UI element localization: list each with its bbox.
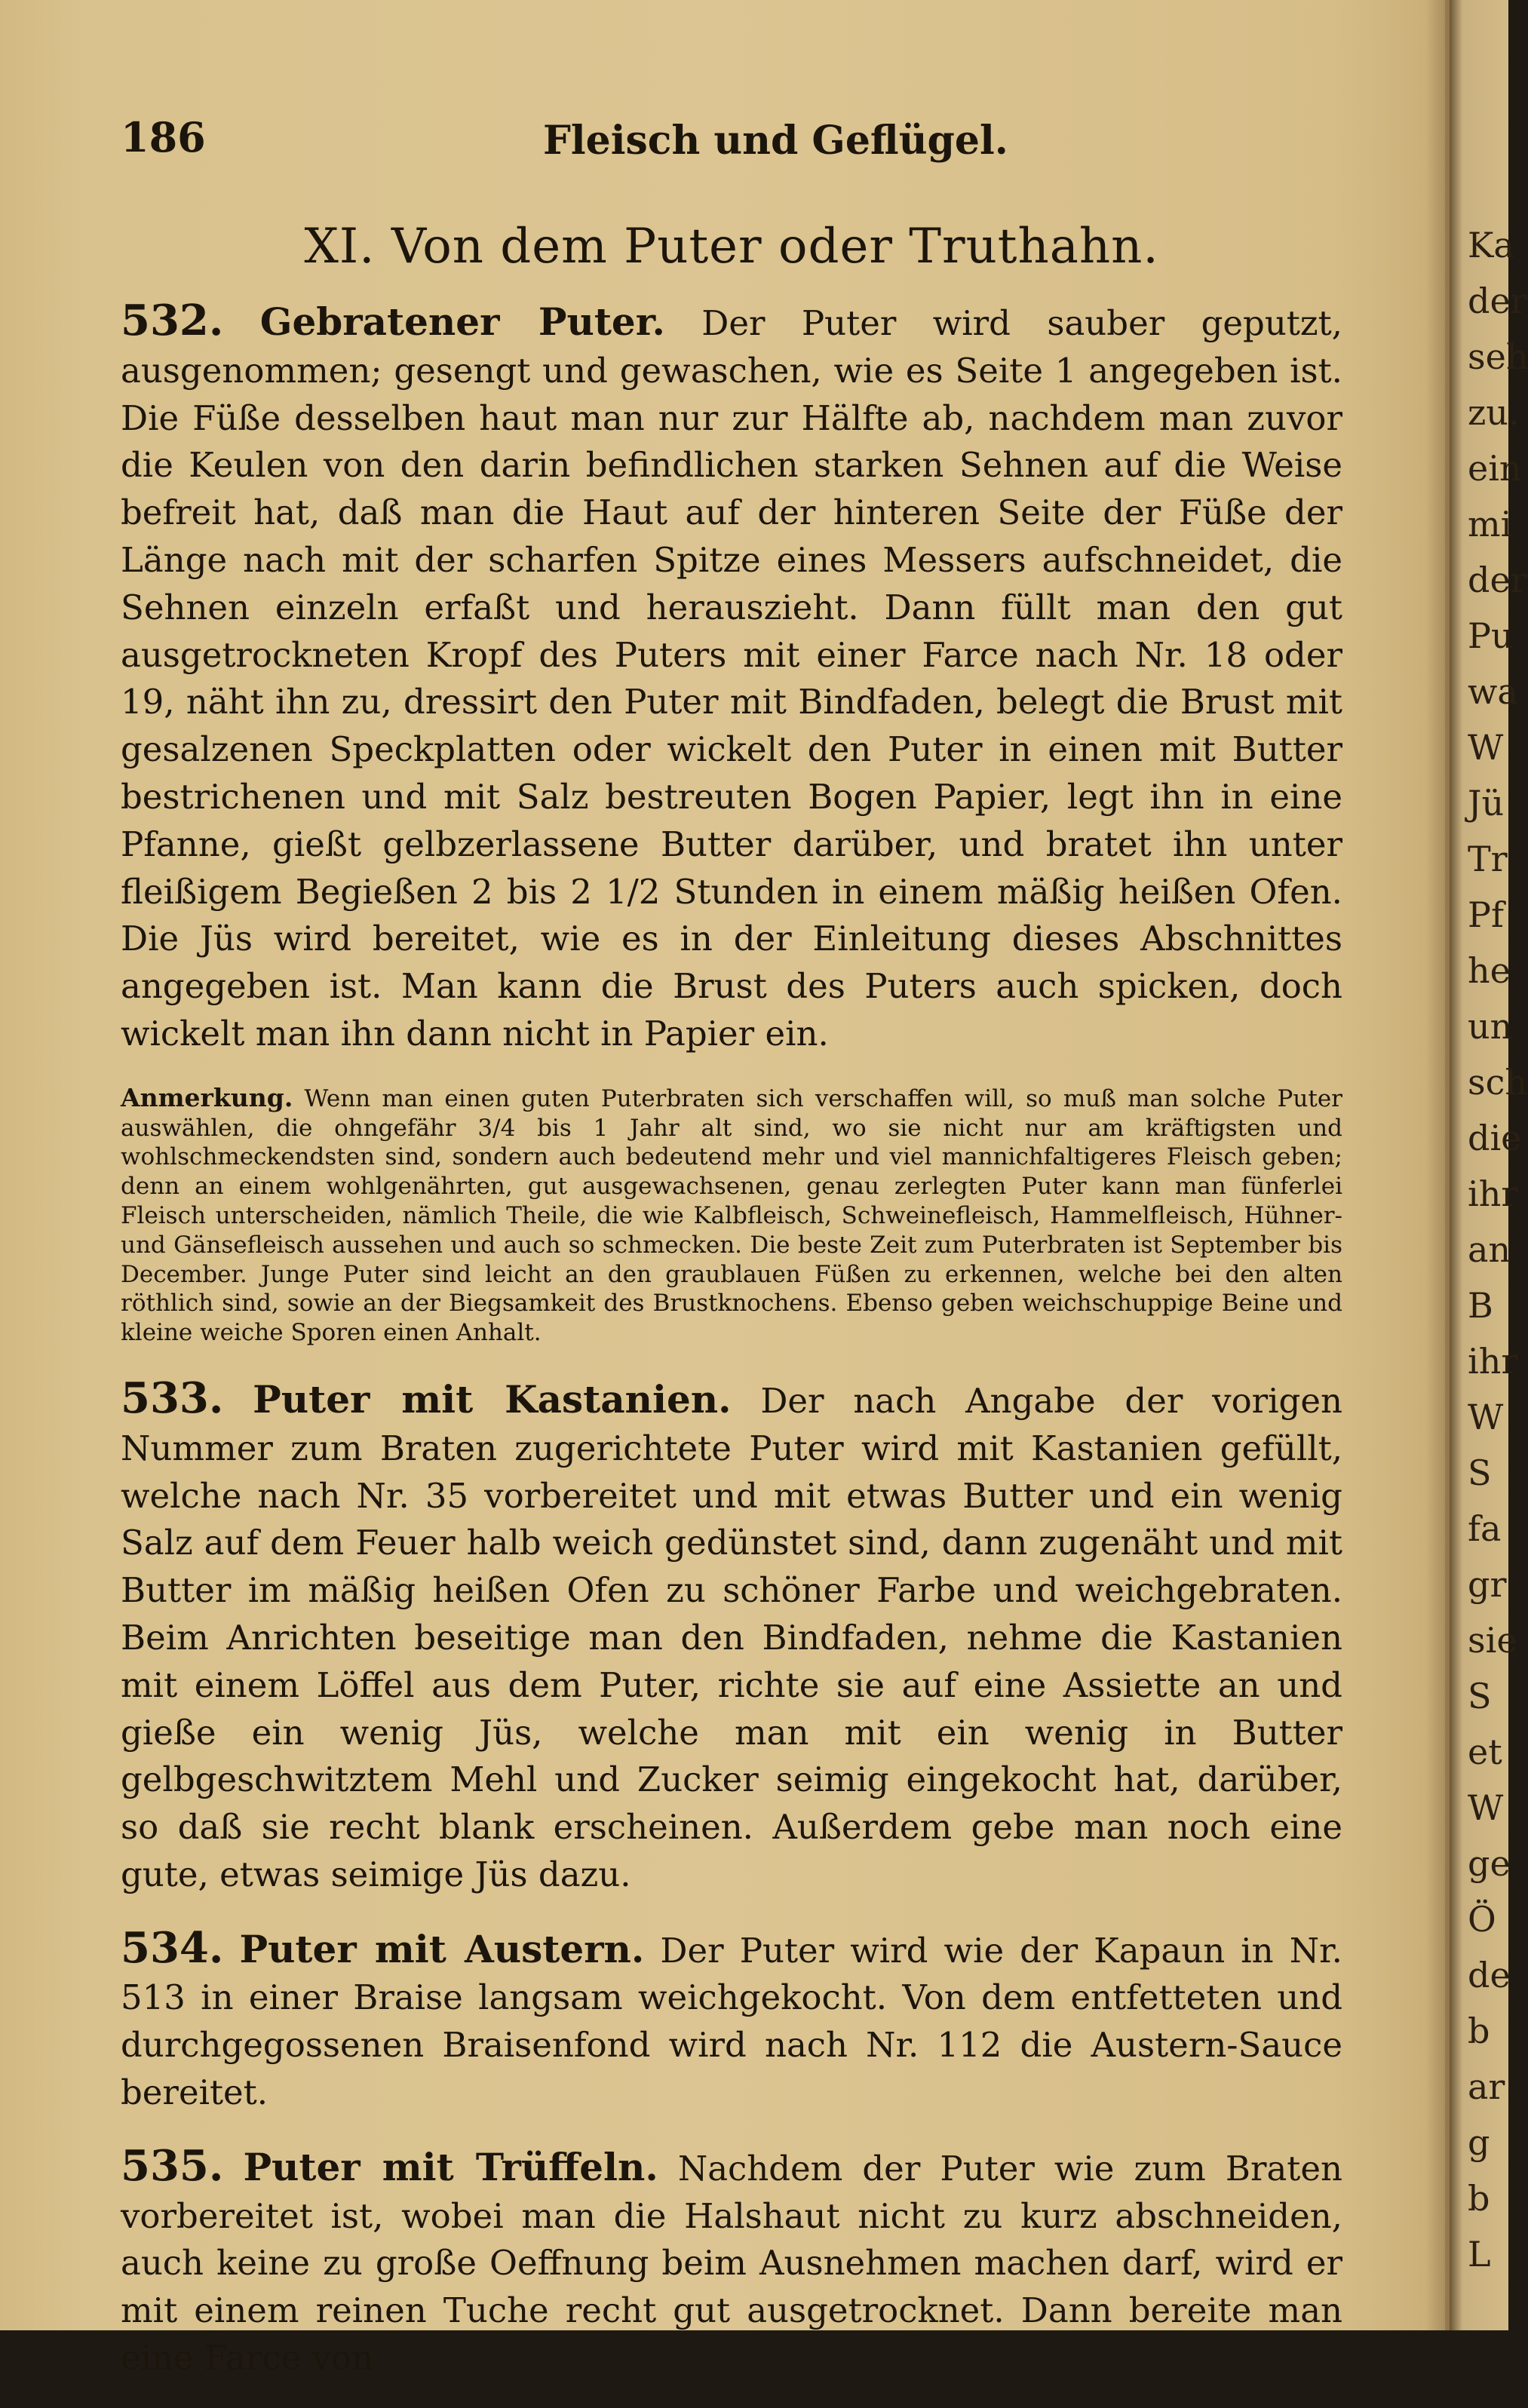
section-title: XI. Von dem Puter oder Truthahn. — [304, 219, 1159, 275]
recipe-text: Der nach Angabe der vorigen Nummer zum Braten zugerichtete Puter wird mit Kastanien gefüllt, welche nach Nr. 35 vorbereitet und mit etwas Butter und ein wenig Salz auf dem Feuer halb weich gedünstet sind, dann zugenäht und mit Butter im mäßig heißen Ofen zu schöner Farbe und weichgebraten. Beim Anrichten beseitige man den Bindfaden, nehme die Kastanien mit einem Löffel aus dem Puter, richte sie auf eine Assiette an und gieße ein wenig Jüs, welche man mit ein wenig in Butter gelbgeschwitztem Mehl und Zucker seimig eingekocht hat, darüber, so daß sie recht blank erscheinen. Außerdem gebe man noch eine gute, etwas seimige Jüs dazu. — [121, 1380, 1342, 1894]
page-number: 186 — [121, 113, 206, 161]
facing-page-fragment: S — [1468, 1452, 1492, 1493]
recipe-number: 535. — [121, 2140, 224, 2191]
facing-page-fragment: he — [1468, 950, 1511, 991]
recipe-number: 533. — [121, 1373, 224, 1423]
facing-page-fragment: ihr — [1468, 1341, 1518, 1382]
recipe-title: Gebratener Puter. — [259, 299, 665, 344]
facing-page-fragment: ge — [1468, 1843, 1511, 1884]
facing-page-fragment: Ka — [1468, 225, 1514, 265]
facing-page-fragment: b — [1468, 2011, 1490, 2051]
recipe-534 — [121, 1922, 1342, 2117]
facing-page-fragment: Tr — [1468, 839, 1508, 879]
page-content — [121, 113, 1342, 2408]
facing-page-fragment: an — [1468, 1229, 1511, 1270]
note-text: Wenn man einen guten Puterbraten sich verschaffen will, so muß man solche Puter auswählen, die ohngefähr 3/4 bis 1 Jahr alt sind, wo sie nicht nur am kräftigsten und wohlschmeckendsten sind, sondern auch bedeutend mehr und viel mannichfaltigeres Fleisch geben; denn an einem wohlgenährten, gut ausgewachsenen, genau zerlegten Puter kann man fünferlei Fleisch unterscheiden, nämlich Theile, die wie Kalbfleisch, Schweinefleisch, Hammelfleisch, Hühner- und Gänsefleisch aussehen und auch so schmecken. Die beste Zeit zum Puterbraten ist September bis December. Junge Puter sind leicht an den graublauen Füßen zu erkennen, welche bei den alten röthlich sind, sowie an der Biegsamkeit des Brustknochens. Ebenso geben weichschuppige Beine und kleine weiche Sporen einen Anhalt. — [121, 1084, 1343, 1347]
facing-page-fragment: et — [1468, 1732, 1502, 1772]
facing-page-fragment: Ö — [1468, 1899, 1496, 1940]
header-title: Fleisch und Geflügel. — [543, 118, 1008, 164]
facing-page-edge — [1450, 0, 1528, 2330]
recipe-number: 534. — [121, 1922, 224, 1973]
recipe-text: Der Puter wird sauber geputzt, ausgenommen; gesengt und gewaschen, wie es Seite 1 angegeben ist. Die Füße desselben haut man nur zur Hälfte ab, nachdem man zuvor die Keulen von den darin befindlichen starken Sehnen auf die Weise befreit hat, daß man die Haut auf der hinteren Seite der Füße der Länge nach mit der scharfen Spitze eines Messers aufschneidet, die Sehnen einzeln erfaßt und herauszieht. Dann füllt man den gut ausgetrockneten Kropf des Puters mit einer Farce nach Nr. 18 oder 19, näht ihn zu, dressirt den Puter mit Bindfaden, belegt die Brust mit gesalzenen Speckplatten oder wickelt den Puter in einen mit Butter bestrichenen und mit Salz bestreuten Bogen Papier, legt ihn in eine Pfanne, gießt gelbzerlassene Butter darüber, und bratet ihn unter fleißigem Begießen 2 bis 2 1/2 Stunden in einem mäßig heißen Ofen. Die Jüs wird bereitet, wie es in der Einleitung dieses Abschnittes angegeben ist. Man kann die Brust des Puters auch spicken, doch wickelt man ihn dann nicht in Papier ein. — [121, 303, 1342, 1054]
note-label: Anmerkung. — [121, 1082, 293, 1112]
recipe-title: Puter mit Kastanien. — [253, 1376, 732, 1422]
facing-page-fragment: ihr — [1468, 1173, 1518, 1214]
facing-page-fragment: wa — [1468, 671, 1518, 712]
facing-page-fragment: die — [1468, 1118, 1522, 1158]
recipe-title: Puter mit Austern. — [239, 1926, 645, 1971]
facing-page-fragment: W — [1468, 1787, 1504, 1828]
facing-page-fragment: sch — [1468, 1062, 1527, 1103]
facing-page-fragment: seh — [1468, 336, 1528, 377]
facing-page-fragment: S — [1468, 1676, 1492, 1716]
facing-page-fragment: W — [1468, 1397, 1504, 1437]
facing-page-fragment: W — [1468, 727, 1504, 768]
facing-page-fragment: g — [1468, 2122, 1490, 2163]
facing-page-fragment: Pf — [1468, 894, 1504, 935]
facing-page-fragment: L — [1468, 2234, 1491, 2275]
facing-page-fragment: b — [1468, 2178, 1490, 2219]
annotation-note — [121, 1084, 1342, 1348]
facing-page-fragment: B — [1468, 1285, 1493, 1326]
recipe-532 — [121, 297, 1342, 1058]
facing-page-fragment: sie — [1468, 1620, 1517, 1661]
facing-page-fragment: Jü — [1468, 783, 1505, 824]
facing-page-fragment: der — [1468, 560, 1527, 600]
facing-page-fragment: fa — [1468, 1508, 1502, 1549]
facing-page-fragment: Pu — [1468, 615, 1514, 656]
recipe-number: 532. — [121, 296, 224, 345]
facing-page-fragment: de — [1468, 1955, 1511, 1995]
recipe-text: Der Puter wird wie der Kapaun in Nr. 513 in einer Braise langsam weichgekocht. Von dem entfetteten und durchgegossenen Braisenfond wird nach Nr. 112 die Austern-Sauce bereitet. — [121, 1930, 1342, 2113]
facing-page-fragment: ein — [1468, 448, 1522, 489]
facing-page-fragment: mi — [1468, 504, 1512, 544]
recipe-535 — [121, 2140, 1342, 2382]
facing-page-fragment: der — [1468, 281, 1527, 321]
running-head — [121, 113, 1342, 173]
recipe-533 — [121, 1375, 1342, 1899]
recipe-text: Nachdem der Puter wie zum Braten vorbereitet ist, wobei man die Halshaut nicht zu kurz abschneiden, auch keine zu große Oeffnung beim Ausnehmen machen darf, wird er mit einem reinen Tuche recht gut ausgetrocknet. Dann bereite man eine Farce von — [121, 2148, 1342, 2379]
facing-page-fragment: gr — [1468, 1564, 1507, 1605]
facing-page-fragment: un — [1468, 1006, 1513, 1047]
recipe-title: Puter mit Trüffeln. — [243, 2144, 658, 2189]
facing-page-fragment: zu. — [1468, 392, 1520, 433]
facing-page-fragment: ar — [1468, 2066, 1505, 2107]
